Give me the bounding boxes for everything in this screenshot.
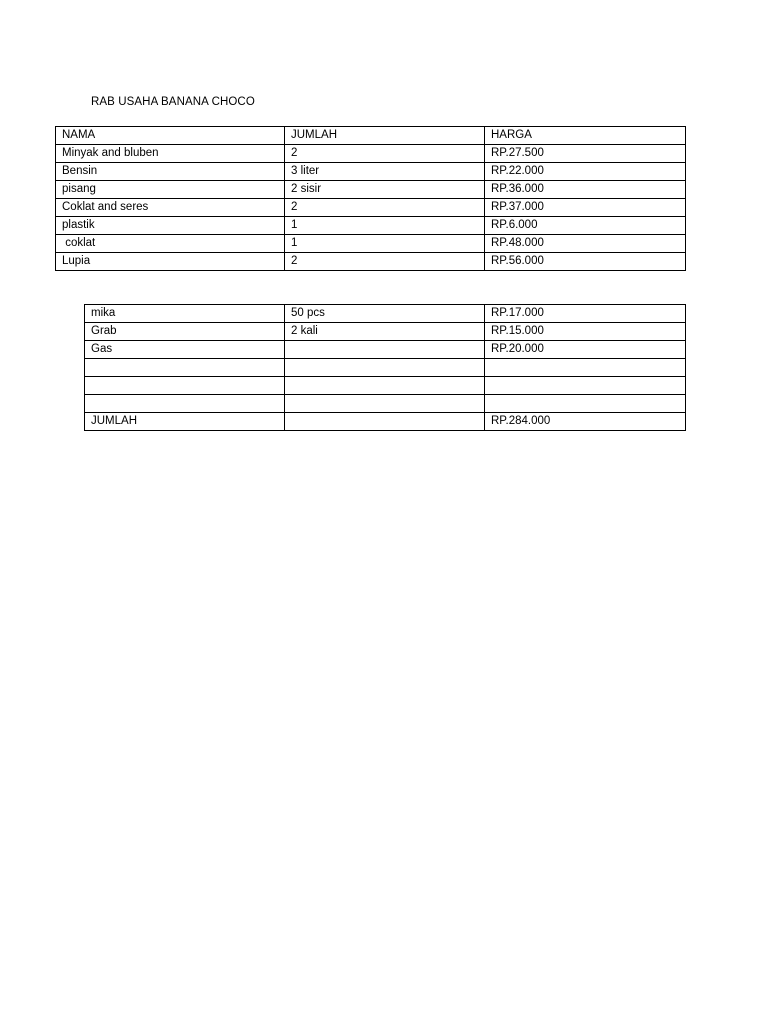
- table-row: [56, 235, 686, 253]
- item-name-cell: pisang: [56, 181, 285, 199]
- item-name-cell: Minyak and bluben: [56, 145, 285, 163]
- item-name-cell: Gas: [85, 341, 285, 359]
- total-label-cell: JUMLAH: [85, 413, 285, 431]
- total-price-cell: RP.284.000: [485, 413, 686, 431]
- table-row: [56, 199, 686, 217]
- item-price-cell: RP.22.000: [485, 163, 686, 181]
- table-header-row: [56, 127, 686, 145]
- item-price-cell: [485, 395, 686, 413]
- item-price-cell: RP.56.000: [485, 253, 686, 271]
- table-row: [56, 217, 686, 235]
- item-qty-cell: 50 pcs: [285, 305, 485, 323]
- item-name-cell: [85, 395, 285, 413]
- item-name-cell: Coklat and seres: [56, 199, 285, 217]
- empty-table-row: [85, 395, 686, 413]
- header-cell-harga: HARGA: [485, 127, 686, 145]
- item-price-cell: [485, 377, 686, 395]
- item-qty-cell: [285, 395, 485, 413]
- header-cell-nama: NAMA: [56, 127, 285, 145]
- table-row: [56, 181, 686, 199]
- item-qty-cell: [285, 377, 485, 395]
- empty-table-row: [85, 359, 686, 377]
- item-price-cell: RP.48.000: [485, 235, 686, 253]
- item-qty-cell: 2 sisir: [285, 181, 485, 199]
- item-name-cell: plastik: [56, 217, 285, 235]
- item-qty-cell: 1: [285, 235, 485, 253]
- table-row: [56, 163, 686, 181]
- item-name-cell: [85, 359, 285, 377]
- item-qty-cell: 2: [285, 145, 485, 163]
- item-price-cell: RP.15.000: [485, 323, 686, 341]
- empty-table-row: [85, 377, 686, 395]
- header-cell-jumlah: JUMLAH: [285, 127, 485, 145]
- item-qty-cell: 3 liter: [285, 163, 485, 181]
- table-row: [85, 305, 686, 323]
- document-title: RAB USAHA BANANA CHOCO: [91, 96, 255, 108]
- item-price-cell: RP.17.000: [485, 305, 686, 323]
- total-qty-cell: [285, 413, 485, 431]
- item-qty-cell: [285, 359, 485, 377]
- table-row: [56, 145, 686, 163]
- item-price-cell: RP.6.000: [485, 217, 686, 235]
- item-qty-cell: 2 kali: [285, 323, 485, 341]
- item-qty-cell: 2: [285, 253, 485, 271]
- item-price-cell: RP.36.000: [485, 181, 686, 199]
- item-name-cell: Grab: [85, 323, 285, 341]
- item-price-cell: RP.20.000: [485, 341, 686, 359]
- total-row: [85, 413, 686, 431]
- item-name-cell: Bensin: [56, 163, 285, 181]
- item-price-cell: [485, 359, 686, 377]
- table-row: [85, 341, 686, 359]
- item-name-cell: mika: [85, 305, 285, 323]
- cost-table-primary: [55, 126, 686, 271]
- cost-table-secondary: [84, 304, 686, 431]
- table-row: [56, 253, 686, 271]
- item-name-cell: Lupia: [56, 253, 285, 271]
- item-name-cell: [85, 377, 285, 395]
- item-price-cell: RP.27.500: [485, 145, 686, 163]
- item-price-cell: RP.37.000: [485, 199, 686, 217]
- item-qty-cell: 1: [285, 217, 485, 235]
- item-qty-cell: 2: [285, 199, 485, 217]
- item-qty-cell: [285, 341, 485, 359]
- table-row: [85, 323, 686, 341]
- item-name-cell: coklat: [56, 235, 285, 253]
